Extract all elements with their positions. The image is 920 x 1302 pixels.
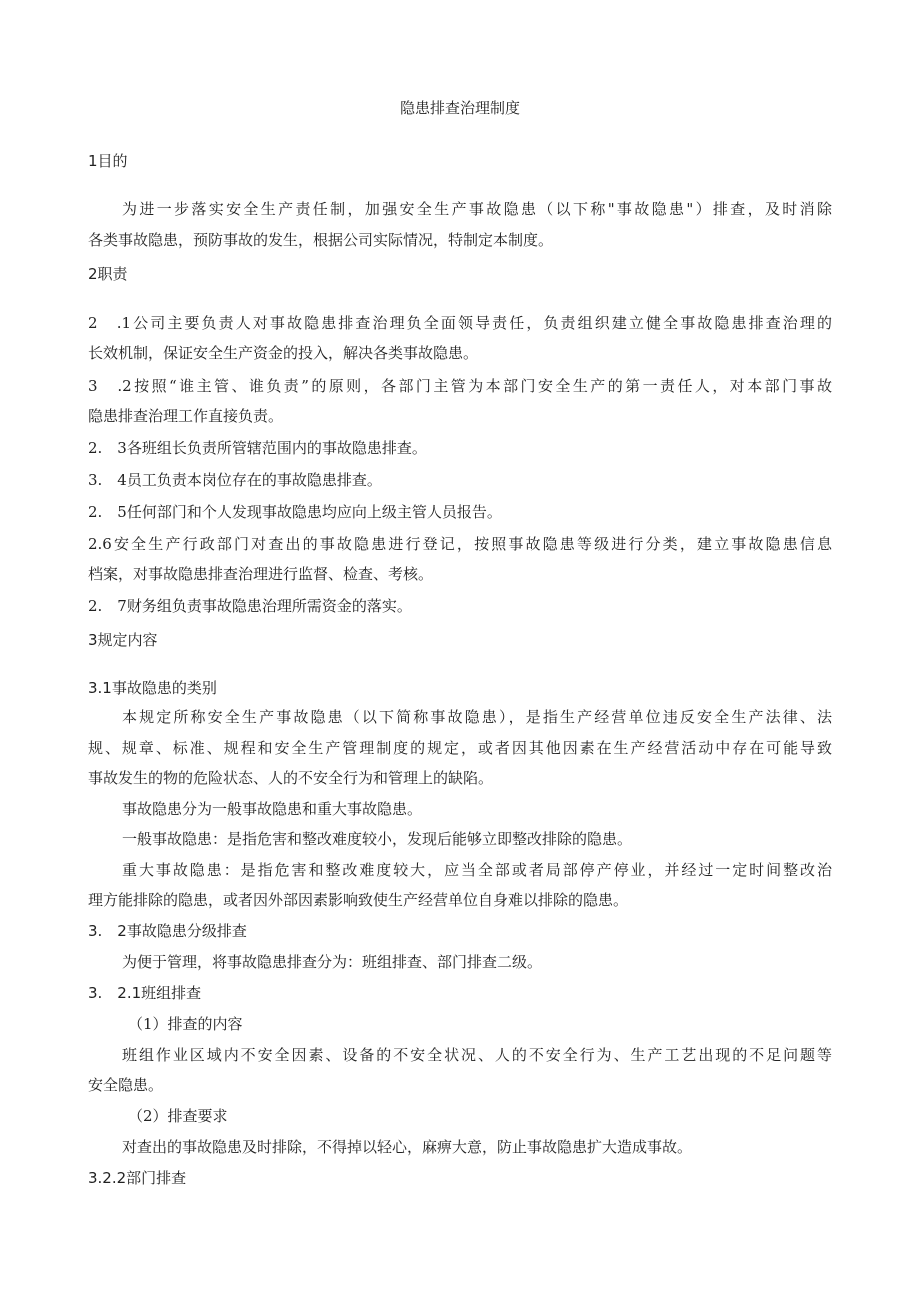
section-heading-provisions: 3规定内容: [88, 631, 158, 649]
list-item-line: 档案，对事故隐患排查治理进行监督、检查、考核。: [88, 565, 434, 583]
list-item-line: 2.6安全生产行政部门对查出的事故隐患进行登记，按照事故隐患等级进行分类，建立事故隐患信息: [88, 535, 832, 553]
list-item-line: 2 .1公司主要负责人对事故隐患排查治理负全面领导责任，负责组织建立健全事故隐患排查治理的: [88, 314, 832, 332]
paragraph-line: 事故发生的物的危险状态、人的不安全行为和管理上的缺陷。: [88, 769, 494, 787]
paragraph-line: 对查出的事故隐患及时排除，不得掉以轻心，麻痹大意，防止事故隐患扩大造成事故。: [122, 1138, 693, 1156]
paragraph-line: 为进一步落实安全生产责任制，加强安全生产事故隐患（以下称"事故隐患"）排查，及时消除: [122, 200, 832, 218]
item-heading: （1）排查的内容: [128, 1015, 243, 1033]
paragraph-line: 安全隐患。: [88, 1076, 164, 1094]
paragraph-line: 理方能排除的隐患，或者因外部因素影响致使生产经营单位自身难以排除的隐患。: [88, 891, 629, 909]
paragraph-line: 班组作业区域内不安全因素、设备的不安全状况、人的不安全行为、生产工艺出现的不足问题等: [122, 1046, 832, 1064]
list-item-line: 长效机制，保证安全生产资金的投入，解决各类事故隐患。: [88, 344, 479, 362]
list-item-line: 2. 3各班组长负责所管辖范围内的事故隐患排查。: [88, 439, 427, 457]
item-heading: （2）排查要求: [128, 1107, 228, 1125]
paragraph-line: 一般事故隐患：是指危害和整改难度较小，发现后能够立即整改排除的隐患。: [122, 830, 633, 848]
section-heading-responsibilities: 2职责: [88, 265, 128, 283]
paragraph-line: 事故隐患分为一般事故隐患和重大事故隐患。: [122, 800, 423, 818]
paragraph-line: 重大事故隐患：是指危害和整改难度较大，应当全部或者局部停产停业，并经过一定时间整改治: [122, 861, 832, 879]
subsection-heading: 3. 2事故隐患分级排查: [88, 922, 247, 940]
list-item-line: 2. 7财务组负责事故隐患治理所需资金的落实。: [88, 597, 412, 615]
list-item-line: 2. 5任何部门和个人发现事故隐患均应向上级主管人员报告。: [88, 503, 502, 521]
paragraph-line: 规、规章、标准、规程和安全生产管理制度的规定，或者因其他因素在生产经营活动中存在可能导致: [88, 739, 832, 757]
document-title: 隐患排查治理制度: [399, 99, 520, 117]
subsection-heading: 3. 2.1班组排查: [88, 984, 202, 1002]
list-item-line: 隐患排查治理工作直接负责。: [88, 407, 284, 425]
paragraph-line: 本规定所称安全生产事故隐患（以下简称事故隐患），是指生产经营单位违反安全生产法律、法: [122, 708, 832, 726]
section-heading-purpose: 1目的: [88, 152, 128, 170]
paragraph-line: 各类事故隐患，预防事故的发生，根据公司实际情况，特制定本制度。: [88, 231, 554, 249]
paragraph-line: 为便于管理，将事故隐患排查分为：班组排查、部门排查二级。: [122, 953, 543, 971]
subsection-heading: 3.1事故隐患的类别: [88, 679, 217, 697]
subsection-heading: 3.2.2部门排查: [88, 1169, 187, 1187]
list-item-line: 3. 4员工负责本岗位存在的事故隐患排查。: [88, 471, 382, 489]
list-item-line: 3 .2按照“谁主管、谁负责”的原则，各部门主管为本部门安全生产的第一责任人，对本部门事故: [88, 377, 832, 395]
